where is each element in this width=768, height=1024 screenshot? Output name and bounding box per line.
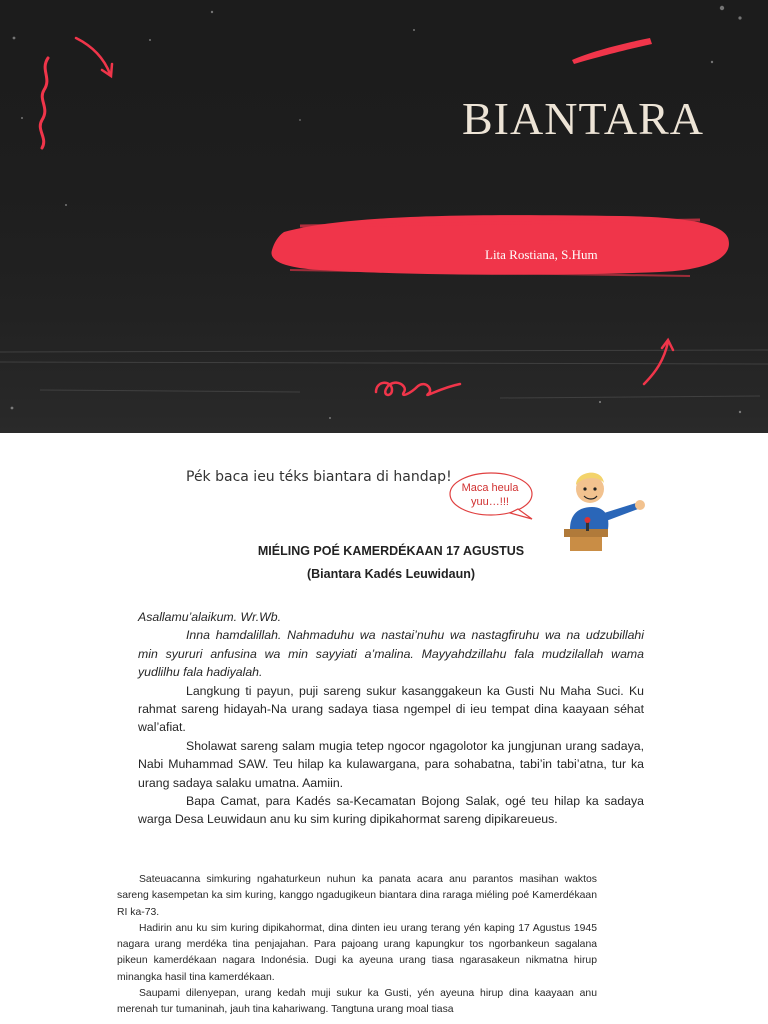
speech-bubble-text xyxy=(452,481,528,509)
speaker-mascot-icon xyxy=(560,463,650,551)
cover-slide xyxy=(0,0,768,433)
instruction-text: Pék baca ieu téks biantara di handap! xyxy=(186,469,452,485)
paragraph: Inna hamdalillah. Nahmaduhu wa nastai’nuhu wa nastagfiruhu wa na udzubillahi min syururi anfusina wa min sayyiati a’malina. Mayyahdzillahu fala mudzilallah wama yudlilhu fala hadiyalah. xyxy=(138,628,644,680)
paragraph: Sateuacanna simkuring ngahaturkeun nuhun ka panata acara anu parantos masihan waktos sareng kasempetan ka sim kuring, kanggo ngadugikeun biantara dina raraga miéling poé Kamerdékaan RI ka-73. xyxy=(117,874,597,918)
cover-author: Lita Rostiana, S.Hum xyxy=(485,247,598,262)
speech-line-2: yuu…!!! xyxy=(471,496,509,508)
paragraph: Bapa Camat, para Kadés sa-Kecamatan Bojong Salak, ogé teu hilap ka sadaya warga Desa Leuwidaun anu ku sim kuring dipikahormat sareng dipikareueus. xyxy=(138,794,644,827)
paragraph: Sholawat sareng salam mugia tetep ngocor ngagolotor ka jungjunan urang sadaya, Nabi Muhammad SAW. Teu hilap ka kulawargana, para sohabatna, tabi’in tabi’atna, tur ka urang sadaya salaku umatna. Aamiin. xyxy=(138,738,644,790)
document-title: MIÉLING POÉ KAMERDÉKAAN 17 AGUSTUS xyxy=(257,544,525,558)
document-subtitle: (Biantara Kadés Leuwidaun) xyxy=(306,567,476,581)
paragraph: Saupami dilenyepan, urang kedah muji sukur ka Gusti, yén ayeuna hirup dina kaayaan anu merenah tur tumaninah, jauh tina kahariwang. Tangtuna urang moal tiasa xyxy=(117,988,597,1016)
cover-title: BIANTARA xyxy=(462,93,704,144)
speech-opening xyxy=(138,608,644,829)
paragraph: Langkung ti payun, puji sareng sukur kasanggakeun ka Gusti Nu Maha Suci. Ku rahmat sareng hidayah-Na urang sadaya tiasa ngempel di ieu tempat dina kaayaan séhat wal’afiat. xyxy=(138,683,644,735)
cover-decorations xyxy=(0,0,768,433)
speech-continuation xyxy=(117,872,597,1019)
paragraph: Hadirin anu ku sim kuring dipikahormat, dina dinten ieu urang terang yén kaping 17 Agustus 1945 nagara urang merdéka tina penjajahan. Para pajoang urang kapungkur tos ngorbankeun sagalana pikeun kamerdékaan nagara Indonésia. Dugi ka ayeuna urang tiasa ngarasakeun nikmatna hirup minangka hasil tina kamerdékaan. xyxy=(117,922,597,983)
worksheet-page xyxy=(0,433,768,1024)
speech-line-1: Maca heula xyxy=(461,482,519,494)
paragraph: Asallamu’alaikum. Wr.Wb. xyxy=(138,610,282,624)
